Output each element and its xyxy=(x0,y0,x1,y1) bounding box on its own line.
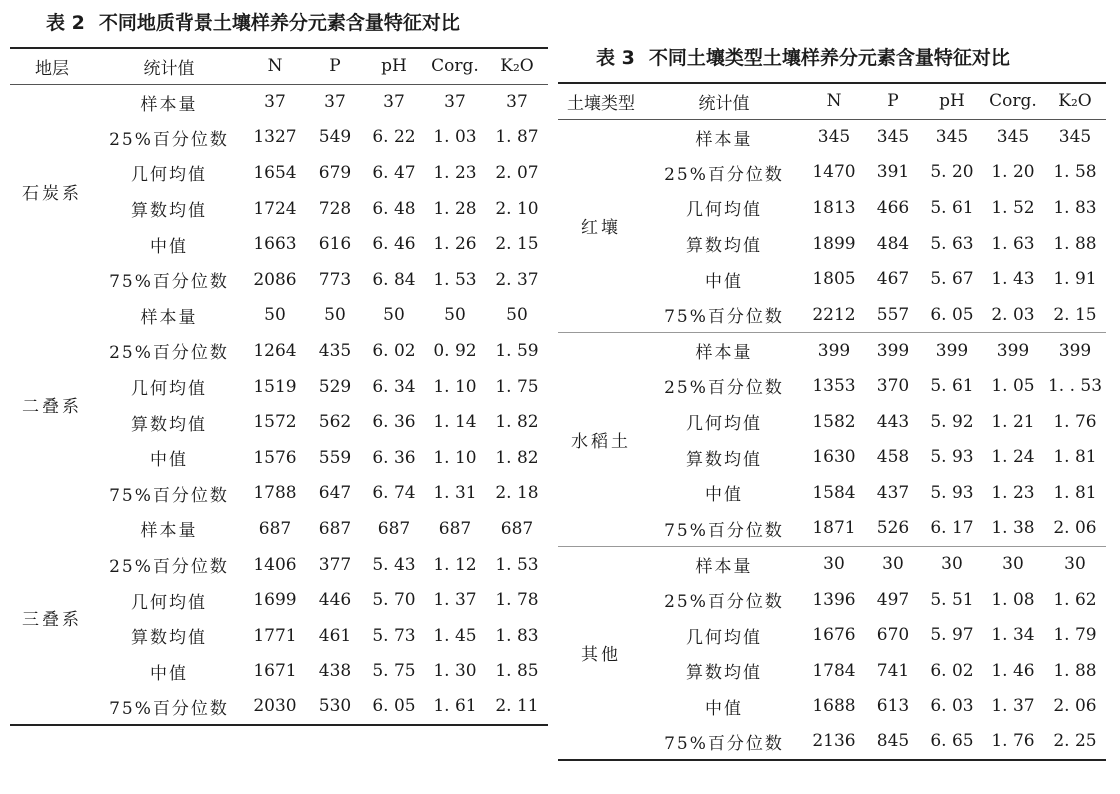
cell-p: 497 xyxy=(876,589,910,610)
cell-n: 1353 xyxy=(812,375,856,396)
table3-header-stat: 统计值 xyxy=(644,83,804,119)
cell-k2o: 2. 25 xyxy=(1053,731,1097,752)
cell-ph: 5. 70 xyxy=(372,590,416,611)
cell-ph: 6. 02 xyxy=(372,340,416,361)
table3-caption xyxy=(596,43,1010,70)
cell-corg: 1. 38 xyxy=(991,518,1035,539)
cell-ph: 5. 63 xyxy=(930,233,974,254)
stat-label: 75%百分位数 xyxy=(664,733,784,754)
stat-label: 样本量 xyxy=(695,129,753,150)
cell-k2o: 2. 15 xyxy=(495,234,539,255)
cell-ph: 37 xyxy=(383,92,405,113)
table2-header-stat: 统计值 xyxy=(94,48,244,84)
group-label: 水稻土 xyxy=(558,333,644,547)
cell-n: 1899 xyxy=(812,233,856,254)
table3-label: 表 3 xyxy=(596,47,635,69)
cell-p: 529 xyxy=(318,376,352,397)
cell-k2o: 1. . 53 xyxy=(1047,375,1103,396)
cell-k2o: 1. 75 xyxy=(495,376,539,397)
cell-k2o: 2. 10 xyxy=(495,198,539,219)
cell-ph: 5. 73 xyxy=(372,625,416,646)
cell-corg: 1. 34 xyxy=(991,625,1035,646)
cell-corg: 345 xyxy=(996,127,1030,148)
cell-k2o: 1. 78 xyxy=(495,590,539,611)
table3-group xyxy=(558,546,1106,760)
table3-header-soil-type: 土壤类型 xyxy=(558,83,644,119)
cell-p: 466 xyxy=(876,197,910,218)
cell-ph: 5. 61 xyxy=(930,197,974,218)
cell-n: 1724 xyxy=(253,198,297,219)
table3-group xyxy=(558,333,1106,547)
table2-header-row xyxy=(10,48,548,84)
cell-p: 438 xyxy=(318,661,352,682)
table2-group xyxy=(10,511,548,725)
cell-k2o: 2. 15 xyxy=(1053,304,1097,325)
table-row xyxy=(10,511,548,547)
table-row xyxy=(558,333,1106,369)
cell-p: 670 xyxy=(876,625,910,646)
cell-corg: 30 xyxy=(982,546,1044,582)
cell-k2o: 1. 59 xyxy=(495,340,539,361)
stat-label: 中值 xyxy=(705,485,743,506)
cell-corg: 1. 24 xyxy=(991,447,1035,468)
cell-n: 1654 xyxy=(253,162,297,183)
cell-n: 1264 xyxy=(253,340,297,361)
cell-p: 557 xyxy=(876,304,910,325)
cell-k2o: 345 xyxy=(1058,127,1092,148)
cell-p: 549 xyxy=(318,127,352,148)
stat-label: 75%百分位数 xyxy=(109,485,229,506)
cell-ph: 5. 93 xyxy=(930,482,974,503)
cell-corg: 1. 37 xyxy=(991,696,1035,717)
table-row xyxy=(10,84,548,120)
stat-label: 算数均值 xyxy=(131,201,207,222)
stat-label: 几何均值 xyxy=(686,414,762,435)
stat-label: 中值 xyxy=(705,271,743,292)
group-label: 其他 xyxy=(558,546,644,760)
cell-n: 1576 xyxy=(253,447,297,468)
cell-p: 30 xyxy=(864,546,922,582)
cell-k2o: 1. 58 xyxy=(1053,162,1097,183)
stat-label: 几何均值 xyxy=(686,627,762,648)
cell-k2o: 1. 87 xyxy=(495,127,539,148)
cell-p: 616 xyxy=(318,234,352,255)
cell-n: 1871 xyxy=(812,518,856,539)
stat-label: 中值 xyxy=(705,698,743,719)
cell-ph: 5. 92 xyxy=(930,411,974,432)
cell-k2o: 1. 91 xyxy=(1053,269,1097,290)
stat-label: 25%百分位数 xyxy=(664,378,784,399)
cell-p: 613 xyxy=(876,696,910,717)
cell-n: 687 xyxy=(258,518,292,539)
stat-label: 75%百分位数 xyxy=(664,520,784,541)
cell-p: 562 xyxy=(318,412,352,433)
stat-label: 25%百分位数 xyxy=(109,557,229,578)
cell-n: 2212 xyxy=(812,304,856,325)
cell-n: 1771 xyxy=(253,625,297,646)
stat-label: 算数均值 xyxy=(686,449,762,470)
cell-p: 377 xyxy=(318,554,352,575)
cell-k2o: 37 xyxy=(506,92,528,113)
table3-group xyxy=(558,119,1106,333)
cell-k2o: 1. 62 xyxy=(1053,589,1097,610)
cell-n: 2136 xyxy=(812,731,856,752)
cell-corg: 1. 46 xyxy=(991,660,1035,681)
cell-p: 741 xyxy=(876,660,910,681)
stat-label: 算数均值 xyxy=(686,663,762,684)
cell-ph: 399 xyxy=(922,333,982,369)
cell-p: 461 xyxy=(318,625,352,646)
cell-k2o: 1. 83 xyxy=(495,625,539,646)
cell-ph: 6. 74 xyxy=(372,483,416,504)
cell-k2o: 1. 81 xyxy=(1053,482,1097,503)
stat-label: 75%百分位数 xyxy=(664,307,784,328)
cell-corg: 1. 37 xyxy=(433,590,477,611)
table3 xyxy=(558,82,1106,761)
cell-p: 559 xyxy=(318,447,352,468)
cell-n: 399 xyxy=(804,333,864,369)
cell-k2o: 50 xyxy=(506,305,528,326)
cell-ph: 687 xyxy=(377,518,411,539)
cell-k2o: 1. 53 xyxy=(495,554,539,575)
cell-k2o: 1. 82 xyxy=(495,447,539,468)
stat-label: 样本量 xyxy=(644,546,804,582)
cell-p: 446 xyxy=(318,590,352,611)
cell-corg: 1. 28 xyxy=(433,198,477,219)
cell-corg: 1. 08 xyxy=(991,589,1035,610)
cell-ph: 30 xyxy=(922,546,982,582)
group-label: 石炭系 xyxy=(22,183,82,204)
table-row xyxy=(558,119,1106,155)
cell-ph: 6. 48 xyxy=(372,198,416,219)
cell-n: 1805 xyxy=(812,269,856,290)
table2-header-ph: pH xyxy=(364,48,424,84)
cell-corg: 1. 53 xyxy=(433,269,477,290)
cell-n: 50 xyxy=(264,305,286,326)
stat-label: 几何均值 xyxy=(131,379,207,400)
cell-k2o: 30 xyxy=(1044,546,1106,582)
cell-corg: 1. 52 xyxy=(991,197,1035,218)
cell-p: 845 xyxy=(876,731,910,752)
table2 xyxy=(10,47,548,726)
cell-n: 1699 xyxy=(253,590,297,611)
cell-k2o: 1. 88 xyxy=(1053,660,1097,681)
cell-k2o: 1. 76 xyxy=(1053,411,1097,432)
cell-k2o: 2. 18 xyxy=(495,483,539,504)
cell-ph: 6. 17 xyxy=(930,518,974,539)
cell-corg: 1. 63 xyxy=(991,233,1035,254)
table3-header-row xyxy=(558,83,1106,119)
stat-label: 25%百分位数 xyxy=(664,592,784,613)
cell-corg: 1. 31 xyxy=(433,483,477,504)
cell-n: 1788 xyxy=(253,483,297,504)
cell-corg: 2. 03 xyxy=(991,304,1035,325)
stat-label: 样本量 xyxy=(140,307,198,328)
cell-ph: 6. 46 xyxy=(372,234,416,255)
cell-k2o: 1. 79 xyxy=(1053,625,1097,646)
table3-header-corg: Corg. xyxy=(982,83,1044,119)
stat-label: 算数均值 xyxy=(686,236,762,257)
cell-p: 773 xyxy=(318,269,352,290)
cell-p: 391 xyxy=(876,162,910,183)
cell-ph: 6. 03 xyxy=(930,696,974,717)
group-label: 三叠系 xyxy=(22,609,82,630)
table-row xyxy=(10,298,548,334)
table3-header-k2o: K₂O xyxy=(1044,83,1106,119)
cell-k2o: 1. 83 xyxy=(1053,197,1097,218)
cell-p: 484 xyxy=(876,233,910,254)
cell-n: 1676 xyxy=(812,625,856,646)
stat-label: 中值 xyxy=(150,450,188,471)
cell-ph: 6. 22 xyxy=(372,127,416,148)
cell-ph: 6. 65 xyxy=(930,731,974,752)
stat-label: 几何均值 xyxy=(131,592,207,613)
cell-k2o: 2. 06 xyxy=(1053,518,1097,539)
table2-group xyxy=(10,298,548,512)
stat-label: 中值 xyxy=(150,236,188,257)
cell-n: 345 xyxy=(817,127,851,148)
cell-k2o: 687 xyxy=(500,518,534,539)
cell-corg: 1. 23 xyxy=(991,482,1035,503)
cell-corg: 1. 10 xyxy=(433,376,477,397)
cell-ph: 6. 36 xyxy=(372,447,416,468)
cell-p: 370 xyxy=(876,375,910,396)
cell-n: 30 xyxy=(804,546,864,582)
stat-label: 25%百分位数 xyxy=(109,129,229,150)
cell-ph: 6. 02 xyxy=(930,660,974,681)
cell-p: 728 xyxy=(318,198,352,219)
cell-n: 37 xyxy=(264,92,286,113)
cell-corg: 1. 21 xyxy=(991,411,1035,432)
cell-p: 458 xyxy=(876,447,910,468)
cell-n: 1671 xyxy=(253,661,297,682)
stat-label: 中值 xyxy=(150,663,188,684)
cell-p: 443 xyxy=(876,411,910,432)
cell-n: 1396 xyxy=(812,589,856,610)
cell-ph: 5. 67 xyxy=(930,269,974,290)
cell-ph: 50 xyxy=(383,305,405,326)
cell-ph: 5. 51 xyxy=(930,589,974,610)
table3-title: 不同土壤类型土壤样养分元素含量特征对比 xyxy=(648,47,1010,69)
cell-corg: 1. 03 xyxy=(433,127,477,148)
group-label: 二叠系 xyxy=(22,396,82,417)
cell-corg: 1. 43 xyxy=(991,269,1035,290)
stat-label: 算数均值 xyxy=(131,628,207,649)
cell-ph: 5. 20 xyxy=(930,162,974,183)
cell-k2o: 1. 85 xyxy=(495,661,539,682)
cell-k2o: 399 xyxy=(1044,333,1106,369)
cell-corg: 1. 45 xyxy=(433,625,477,646)
cell-ph: 5. 61 xyxy=(930,375,974,396)
table2-header-n: N xyxy=(244,48,306,84)
table3-header-ph: pH xyxy=(922,83,982,119)
cell-k2o: 2. 37 xyxy=(495,269,539,290)
cell-n: 1470 xyxy=(812,162,856,183)
cell-n: 1327 xyxy=(253,127,297,148)
table-row xyxy=(558,546,1106,582)
cell-corg: 1. 20 xyxy=(991,162,1035,183)
cell-n: 1663 xyxy=(253,234,297,255)
table2-label: 表 2 xyxy=(46,12,85,34)
cell-n: 1582 xyxy=(812,411,856,432)
stat-label: 几何均值 xyxy=(686,200,762,221)
cell-n: 1406 xyxy=(253,554,297,575)
cell-ph: 5. 75 xyxy=(372,661,416,682)
table3-header-p: P xyxy=(864,83,922,119)
cell-n: 1784 xyxy=(812,660,856,681)
cell-p: 345 xyxy=(876,127,910,148)
cell-n: 1630 xyxy=(812,447,856,468)
cell-p: 435 xyxy=(318,340,352,361)
cell-k2o: 1. 88 xyxy=(1053,233,1097,254)
cell-ph: 5. 43 xyxy=(372,554,416,575)
cell-corg: 1. 30 xyxy=(433,661,477,682)
cell-p: 679 xyxy=(318,162,352,183)
cell-ph: 5. 97 xyxy=(930,625,974,646)
cell-p: 530 xyxy=(318,696,352,717)
cell-p: 399 xyxy=(864,333,922,369)
cell-k2o: 2. 11 xyxy=(495,696,539,717)
cell-p: 647 xyxy=(318,483,352,504)
stat-label: 几何均值 xyxy=(131,165,207,186)
cell-corg: 1. 23 xyxy=(433,162,477,183)
cell-n: 1584 xyxy=(812,482,856,503)
table2-header-k2o: K₂O xyxy=(486,48,548,84)
cell-corg: 687 xyxy=(438,518,472,539)
cell-p: 467 xyxy=(876,269,910,290)
cell-n: 1688 xyxy=(812,696,856,717)
table2-caption xyxy=(46,8,460,35)
cell-ph: 6. 05 xyxy=(930,304,974,325)
cell-k2o: 1. 81 xyxy=(1053,447,1097,468)
stat-label: 75%百分位数 xyxy=(109,272,229,293)
cell-corg: 50 xyxy=(444,305,466,326)
cell-corg: 0. 92 xyxy=(433,340,477,361)
cell-p: 437 xyxy=(876,482,910,503)
table2-group xyxy=(10,84,548,298)
stat-label: 25%百分位数 xyxy=(664,164,784,185)
cell-k2o: 1. 82 xyxy=(495,412,539,433)
cell-ph: 345 xyxy=(935,127,969,148)
stat-label: 25%百分位数 xyxy=(109,343,229,364)
cell-n: 1813 xyxy=(812,197,856,218)
cell-corg: 1. 10 xyxy=(433,447,477,468)
cell-p: 687 xyxy=(318,518,352,539)
cell-ph: 5. 93 xyxy=(930,447,974,468)
cell-p: 526 xyxy=(876,518,910,539)
cell-k2o: 2. 06 xyxy=(1053,696,1097,717)
group-label: 红壤 xyxy=(581,218,621,239)
table2-header-stratum: 地层 xyxy=(10,48,94,84)
cell-corg: 1. 14 xyxy=(433,412,477,433)
cell-n: 2030 xyxy=(253,696,297,717)
cell-p: 50 xyxy=(324,305,346,326)
cell-corg: 1. 26 xyxy=(433,234,477,255)
stat-label: 75%百分位数 xyxy=(109,698,229,719)
cell-corg: 1. 12 xyxy=(433,554,477,575)
table2-title: 不同地质背景土壤样养分元素含量特征对比 xyxy=(98,12,460,34)
table3-header-n: N xyxy=(804,83,864,119)
cell-n: 1519 xyxy=(253,376,297,397)
table2-header-corg: Corg. xyxy=(424,48,486,84)
cell-ph: 6. 36 xyxy=(372,412,416,433)
stat-label: 样本量 xyxy=(140,521,198,542)
stat-label: 样本量 xyxy=(140,94,198,115)
cell-p: 37 xyxy=(324,92,346,113)
cell-ph: 6. 47 xyxy=(372,162,416,183)
cell-corg: 399 xyxy=(982,333,1044,369)
cell-corg: 1. 05 xyxy=(991,375,1035,396)
cell-n: 1572 xyxy=(253,412,297,433)
table2-header-p: P xyxy=(306,48,364,84)
cell-corg: 1. 76 xyxy=(991,731,1035,752)
cell-corg: 1. 61 xyxy=(433,696,477,717)
cell-ph: 6. 84 xyxy=(372,269,416,290)
cell-corg: 37 xyxy=(444,92,466,113)
cell-n: 2086 xyxy=(253,269,297,290)
cell-ph: 6. 05 xyxy=(372,696,416,717)
stat-label: 算数均值 xyxy=(131,414,207,435)
stat-label: 样本量 xyxy=(644,333,804,369)
cell-ph: 6. 34 xyxy=(372,376,416,397)
cell-k2o: 2. 07 xyxy=(495,162,539,183)
